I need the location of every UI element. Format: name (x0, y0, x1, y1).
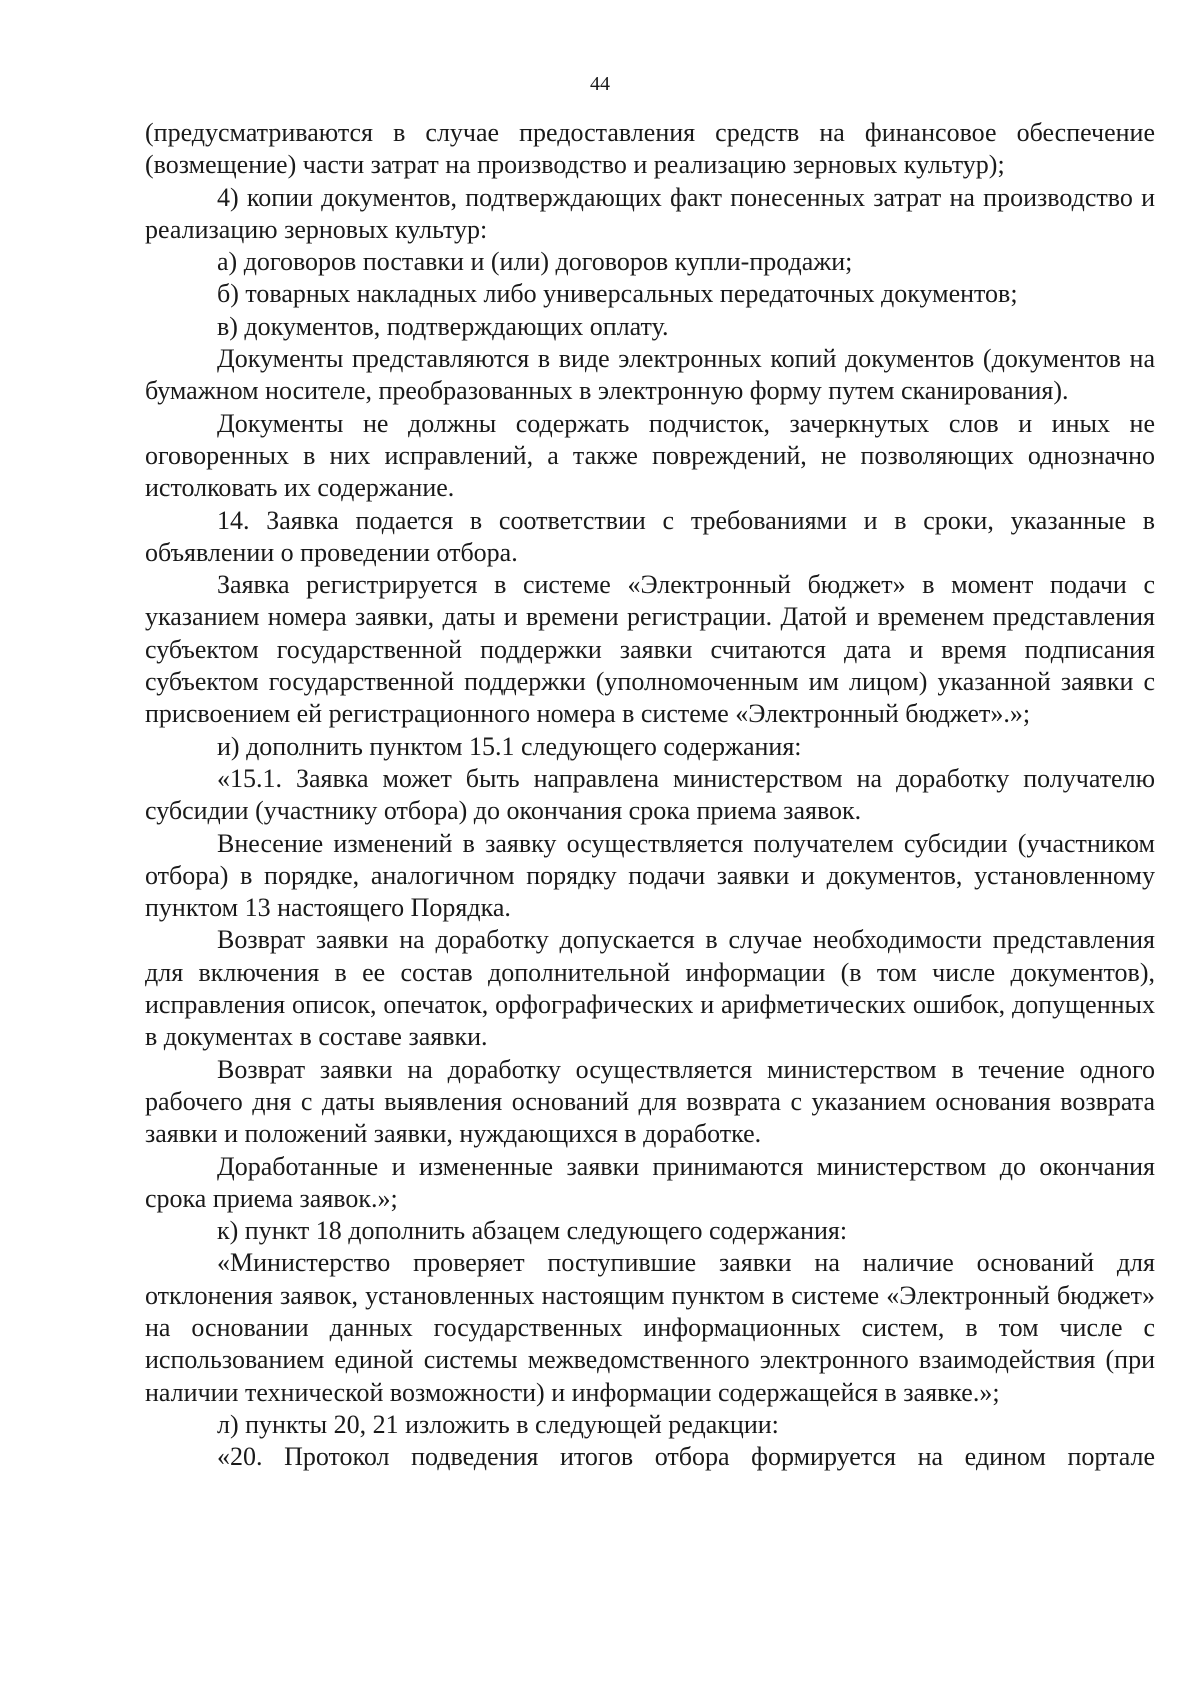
paragraph: Заявка регистрируется в системе «Электронный бюджет» в момент подачи с указанием номера заявки, даты и времени регистрации. Датой и временем представления субъектом государственной поддержки заявки считаются дата и время подписания субъектом государственной поддержки (уполномоченным им лицом) указанной заявки с присвоением ей регистрационного номера в системе «Электронный бюджет».»; (145, 570, 1155, 729)
document-body (145, 117, 1155, 1473)
paragraph: «Министерство проверяет поступившие заявки на наличие оснований для отклонения заявок, установленных настоящим пунктом в системе «Электронный бюджет» на основании данных государственных информационных систем, в том числе с использованием единой системы межведомственного электронного взаимодействия (при наличии технической возможности) и информации содержащейся в заявке.»; (145, 1248, 1155, 1407)
paragraph: Возврат заявки на доработку осуществляется министерством в течение одного рабочего дня с даты выявления оснований для возврата с указанием основания возврата заявки и положений заявки, нуждающихся в доработке. (145, 1054, 1155, 1149)
paragraph: «20. Протокол подведения итогов отбора формируется на едином портале (217, 1442, 1155, 1472)
page-number: 44 (590, 73, 610, 95)
paragraph: л) пункты 20, 21 изложить в следующей редакции: (217, 1409, 779, 1439)
paragraph: Доработанные и измененные заявки принимаются министерством до окончания срока приема заявок.»; (145, 1151, 1155, 1213)
paragraph: в) документов, подтверждающих оплату. (217, 311, 669, 341)
paragraph: Внесение изменений в заявку осуществляется получателем субсидии (участником отбора) в порядке, аналогичном порядку подачи заявки и документов, установленному пунктом 13 настоящего Порядка. (145, 828, 1155, 923)
paragraph: Возврат заявки на доработку допускается в случае необходимости представления для включения в ее состав дополнительной информации (в том числе документов), исправления описок, опечаток, орфографических и арифметических ошибок, допущенных в документах в составе заявки. (145, 925, 1155, 1052)
paragraph: «15.1. Заявка может быть направлена министерством на доработку получателю субсидии (участнику отбора) до окончания срока приема заявок. (145, 763, 1155, 826)
paragraph: (предусматриваются в случае предоставления средств на финансовое обеспечение (возмещение) части затрат на производство и реализацию зерновых культур); (145, 118, 1155, 180)
paragraph: 14. Заявка подается в соответствии с требованиями и в сроки, указанные в объявлении о проведении отбора. (145, 505, 1155, 567)
paragraph: Документы представляются в виде электронных копий документов (документов на бумажном носителе, преобразованных в электронную форму путем сканирования). (145, 344, 1155, 406)
paragraph: Документы не должны содержать подчисток, зачеркнутых слов и иных не оговоренных в них исправлений, а также повреждений, не позволяющих однозначно истолковать их содержание. (145, 408, 1155, 503)
paragraph: 4) копии документов, подтверждающих факт понесенных затрат на производство и реализацию зерновых культур: (145, 182, 1155, 244)
paragraph: и) дополнить пунктом 15.1 следующего содержания: (217, 731, 802, 761)
paragraph: б) товарных накладных либо универсальных передаточных документов; (217, 279, 1018, 309)
paragraph: к) пункт 18 дополнить абзацем следующего содержания: (217, 1216, 848, 1246)
paragraph: а) договоров поставки и (или) договоров купли-продажи; (217, 247, 853, 277)
